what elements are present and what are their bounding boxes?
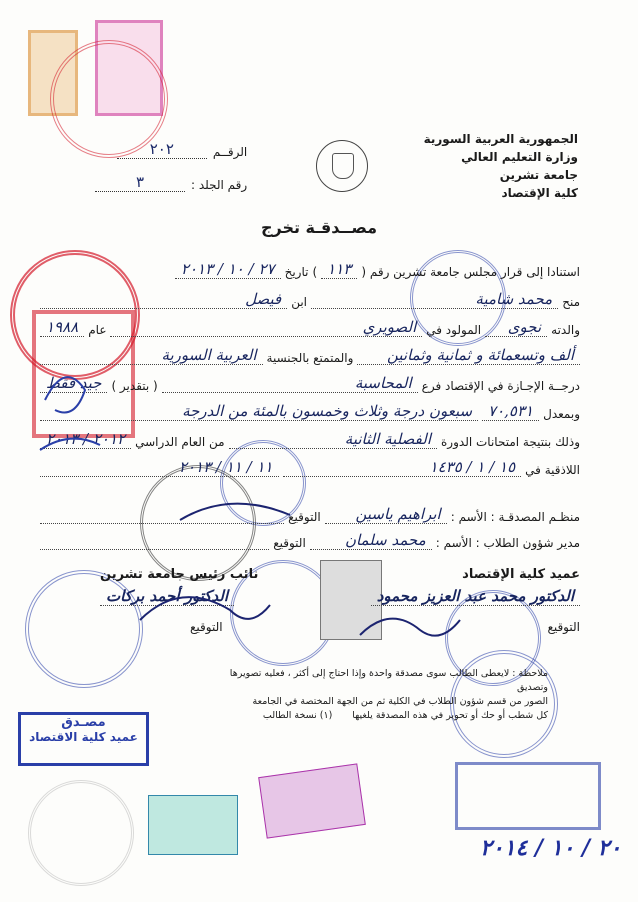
document-title: مصــدقـة تخرج <box>260 218 378 237</box>
vice-president-title: نائب رئيس جامعة تشرين <box>100 567 259 582</box>
certified-stamp: مصـدق عميد كلية الاقتصاد <box>18 712 149 766</box>
hijri-date: ١٥ / ١ / ١٤٣٥ <box>283 458 522 477</box>
dean-signature-label: التوقيع <box>547 620 580 634</box>
copy-label: (١) نسخة الطالب <box>262 710 333 721</box>
affairs-name: محمد سلمان <box>310 531 432 550</box>
student-name-line: منح محمد شامية ابن فيصل <box>40 285 580 309</box>
father-name: فيصل <box>40 290 287 309</box>
birth-year-words: ألف وتسعمائة و ثمانية وثمانين <box>357 346 580 365</box>
republic-name: الجمهورية العربية السورية <box>423 132 578 146</box>
nationality: العربية السورية <box>40 346 263 365</box>
academic-year: ٢٠١٢ / ٢٠١٣ <box>40 430 131 449</box>
birthplace: الصويري <box>110 318 422 337</box>
student-name: محمد شامية <box>311 290 558 309</box>
dean-name: الدكتور محمد عبد العزيز محمود <box>371 587 580 606</box>
decision-date: ٢٧ / ١٠ / ٢٠١٣ <box>175 260 281 279</box>
degree-line: درجــة الإجـازة في الإقتصاد فرع المحاسبة ( بتقدير ) جيد فقط <box>40 369 580 393</box>
vice-president-name: الدكتور أحمد بركات <box>100 587 234 606</box>
volume-value: ٣ <box>95 173 185 192</box>
nationality-line: ألف وتسعمائة و ثمانية وثمانين والمتمتع بالجنسية العربية السورية <box>40 341 580 365</box>
footer-note-2: الصور من قسم شؤون الطلاب في الكلية ثم من الجهة المختصة في الجامعة <box>252 696 548 707</box>
footer-notes <box>200 667 548 723</box>
birth-line: والدته نجوى المولود في الصويري عام ١٩٨٨ <box>40 313 580 337</box>
university-name: جامعة تشرين <box>499 168 578 182</box>
faculty-name: كلية الإقتصاد <box>501 186 578 200</box>
blue-rect-stamp-right <box>455 762 601 830</box>
number-label: الرقــم <box>212 145 248 159</box>
exam-session: الفصلية الثانية <box>229 430 437 449</box>
dean-title: عميد كلية الإقتصاد <box>462 567 580 582</box>
organizer-line: منظـم المصدقـة : الأسم : ابراهيم ياسين التوقيع <box>40 500 580 524</box>
vice-signature-label: التوقيع <box>190 620 223 634</box>
volume-label: رقم الجلد : <box>191 178 248 192</box>
ministry-name: وزارة التعليم العالي <box>461 150 578 164</box>
gpa-words: سبعون درجة وثلاث وخمسون بالمئة من الدرجة <box>40 402 478 421</box>
number-value: ٢٠٢ <box>117 140 207 159</box>
gregorian-date: ١١ / ١١ / ٢٠١٣ <box>40 458 279 477</box>
degree-branch: المحاسبة <box>162 374 418 393</box>
degree-grade: جيد فقط <box>40 374 107 393</box>
mother-name: نجوى <box>485 318 547 337</box>
issue-date-line: اللاذقية في ١٥ / ١ / ١٤٣٥ ١١ / ١١ / ٢٠١٣ <box>40 453 580 477</box>
footer-note-3: كل شطب أو حك أو تحوير في هذه المصدقة يلغيها <box>352 710 548 721</box>
decision-line: استنادا إلى قرار مجلس جامعة تشرين رقم ( ١١٣ ) تاريخ ٢٧ / ١٠ / ٢٠١٣ <box>40 255 580 279</box>
handwritten-date: ٢٠ / ١٠ / ٢٠١٤ <box>480 835 622 861</box>
gpa-value: ٧٠,٥٣١ <box>482 402 539 421</box>
session-line: وذلك بنتيجة امتحانات الدورة الفصلية الثانية من العام الدراسي ٢٠١٢ / ٢٠١٣ <box>40 425 580 449</box>
footer-note-1: ملاحظة : لايعطى الطالب سوى مصدقة واحدة وإذا احتاج إلى أكثر ، فعليه تصويرها وتصديق <box>229 668 548 693</box>
affairs-line: مدير شؤون الطلاب : الأسم : محمد سلمان التوقيع <box>40 526 580 550</box>
organizer-name: ابراهيم ياسين <box>325 505 447 524</box>
gpa-line: وبمعدل ٧٠,٥٣١ سبعون درجة وثلاث وخمسون بالمئة من الدرجة <box>40 397 580 421</box>
birth-year: ١٩٨٨ <box>40 318 84 337</box>
decision-number: ١١٣ <box>321 260 357 279</box>
